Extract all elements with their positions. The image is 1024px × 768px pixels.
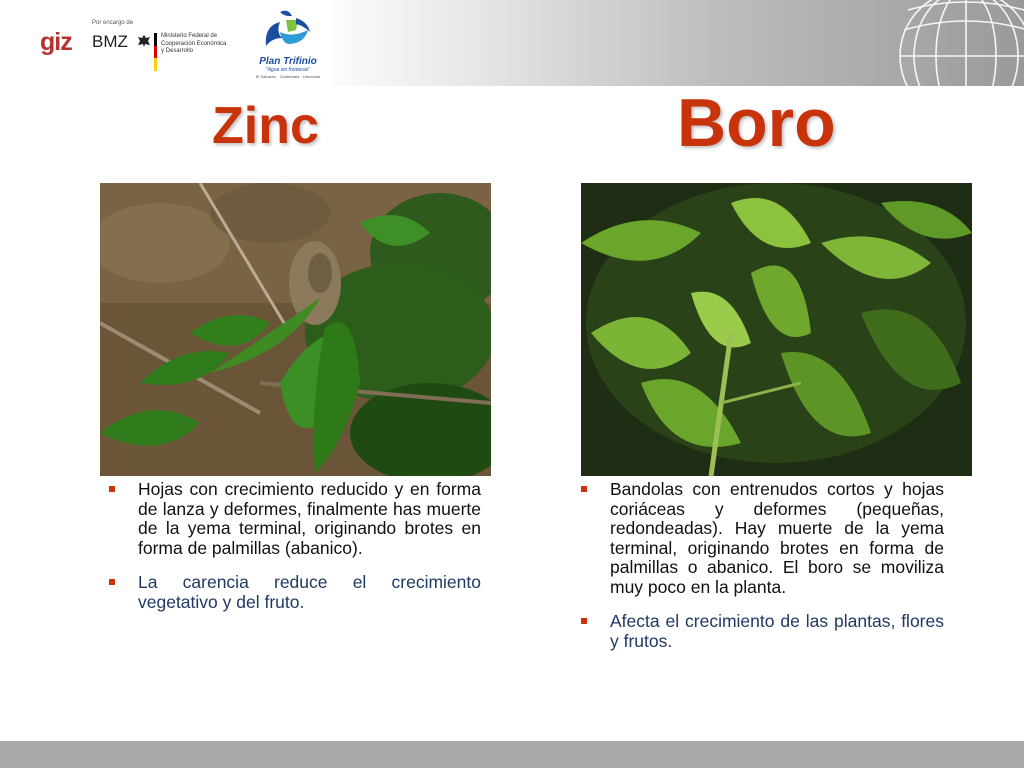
- list-item: [108, 480, 481, 558]
- trifinio-slogan: "Agua sin fronteras": [265, 67, 311, 73]
- german-flag-icon: [154, 33, 157, 71]
- giz-logo: giz: [40, 28, 72, 56]
- list-item: [108, 573, 481, 612]
- header-band: [0, 0, 1024, 86]
- bullet-square-icon: [109, 486, 115, 492]
- zinc-deficiency-photo: [100, 183, 491, 476]
- plan-trifinio-logo-icon: [258, 8, 316, 56]
- zinc-bullet-list: [108, 480, 481, 627]
- footer-band: [0, 741, 1024, 768]
- boro-bullet-list: [580, 480, 944, 666]
- boro-title: Boro: [677, 85, 836, 161]
- bullet-text: Hojas con crecimiento reducido y en forma de lanza y deformes, finalmente has muerte de la yema terminal, originando brotes en forma de palmillas (abanico).: [138, 479, 481, 558]
- boron-deficiency-photo: [581, 183, 972, 476]
- federal-eagle-icon: [137, 34, 151, 48]
- bullet-text: Afecta el crecimiento de las plantas, flores y frutos.: [610, 611, 944, 651]
- trifinio-name: Plan Trifinio: [259, 56, 317, 67]
- ministry-line: Ministerio Federal de: [161, 33, 218, 39]
- ministry-line: y Desarrollo: [161, 48, 194, 54]
- bullet-text: La carencia reduce el crecimiento vegetativo y del fruto.: [138, 572, 481, 612]
- ministry-line: Cooperación Económica: [161, 40, 227, 47]
- trifinio-countries: El Salvador · Guatemala · Honduras: [255, 74, 321, 79]
- bullet-square-icon: [581, 618, 587, 624]
- bullet-square-icon: [581, 486, 587, 492]
- por-encargo-label: Por encargo de: [92, 20, 134, 26]
- list-item: [580, 612, 944, 651]
- globe-icon: [894, 0, 1024, 86]
- bullet-text: Bandolas con entrenudos cortos y hojas coriáceas y deformes (pequeñas, redondeadas). Hay muerte de la yema terminal, originando brotes en forma de palmillas o abanico. El boro se moviliza muy poco en la planta.: [610, 479, 944, 597]
- zinc-title: Zinc: [212, 97, 319, 155]
- ministry-label: [161, 33, 226, 56]
- bullet-square-icon: [109, 579, 115, 585]
- list-item: [580, 480, 944, 597]
- bmz-logo: BMZ: [92, 32, 128, 51]
